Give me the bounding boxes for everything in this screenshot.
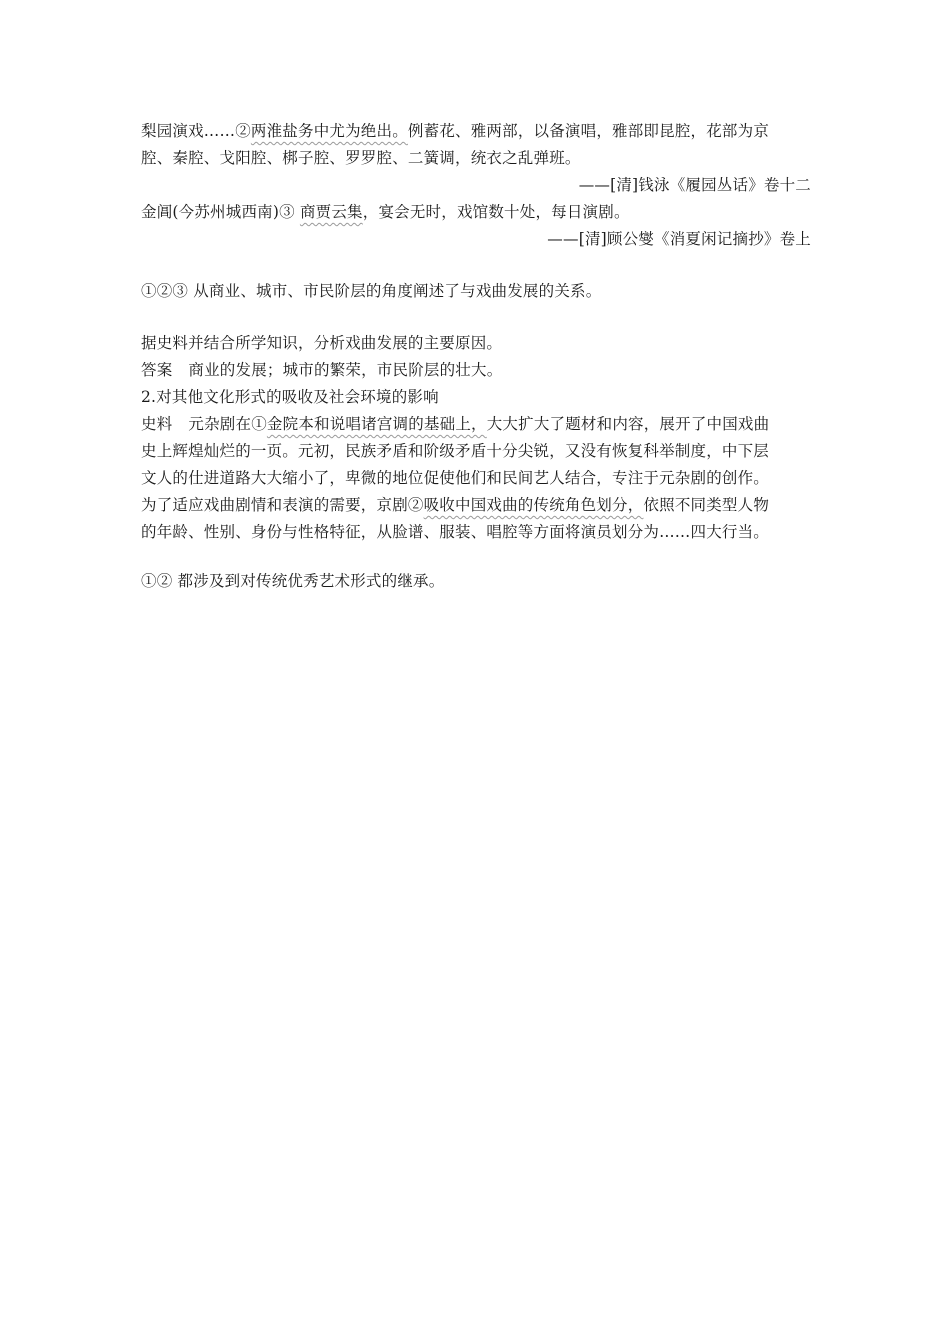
passage1-line3-post: ，宴会无时，戏馆数十处，每日演剧。 [362,203,630,221]
passage2-line1-underlined: 金院本和说唱诸宫调的基础上， [266,415,487,433]
section2-heading: 2.对其他文化形式的吸收及社会环境的影响 [141,388,439,406]
passage1-line2: 腔、秦腔、戈阳腔、梆子腔、罗罗腔、二簧调，统衣之乱弹班。 [141,149,581,167]
passage1-line1-underlined: 两淮盐务中尤为绝出。 [250,122,408,140]
answer-line [141,357,811,384]
passage1-line3-underlined: 商贾云集 [299,203,363,221]
document-content [141,118,811,595]
spacer [141,253,811,278]
passage2-line3: 文人的仕进道路大大缩小了，卑微的地位促使他们和民间艺人结合，专注于元杂剧的创作。 [141,469,770,487]
spacer [141,305,811,330]
passage1-line1-post: 例蓄花、雅两部，以备演唱，雅部即昆腔，花部为京 [407,122,770,140]
answer-text: 商业的发展；城市的繁荣，市民阶层的壮大。 [188,361,503,379]
question-text: 据史料并结合所学知识，分析戏曲发展的主要原因。 [141,334,503,352]
passage2-line4 [141,492,811,519]
passage2-line5: 的年龄、性别、身份与性格特征，从脸谱、服装、唱腔等方面将演员划分为……四大行当。 [141,523,770,541]
passage2-line4-underlined: 吸收中国戏曲的传统角色划分， [423,496,644,514]
passage2-line1-pre: 元杂剧在① [188,415,267,433]
passage2-line4-post: 依照不同类型人物 [643,496,770,514]
passage1-line1-pre: 梨园演戏……② [141,122,251,140]
answer-label: 答案 [141,361,173,379]
note-1: ①②③ 从商业、城市、市民阶层的角度阐述了与戏曲发展的关系。 [141,282,602,300]
passage1-source2: ——[清]顾公燮《消夏闲记摘抄》卷上 [547,230,811,248]
passage2-line2: 史上辉煌灿烂的一页。元初，民族矛盾和阶级矛盾十分尖锐，又没有恢复科举制度，中下层 [141,442,770,460]
passage1-line3 [141,199,811,226]
note-2: ①② 都涉及到对传统优秀艺术形式的继承。 [141,572,445,590]
passage2-line1 [141,411,811,438]
passage2-line4-pre: 为了适应戏曲剧情和表演的需要，京剧② [141,496,424,514]
passage2-label: 史料 [141,415,173,433]
passage1-line1 [141,118,811,145]
passage1-line3-pre: 金阊(今苏州城西南)③ [141,203,300,221]
passage2-line1-post: 大大扩大了题材和内容，展开了中国戏曲 [486,415,770,433]
passage1-source1: ——[清]钱泳《履园丛话》卷十二 [578,176,811,194]
spacer [141,546,811,568]
